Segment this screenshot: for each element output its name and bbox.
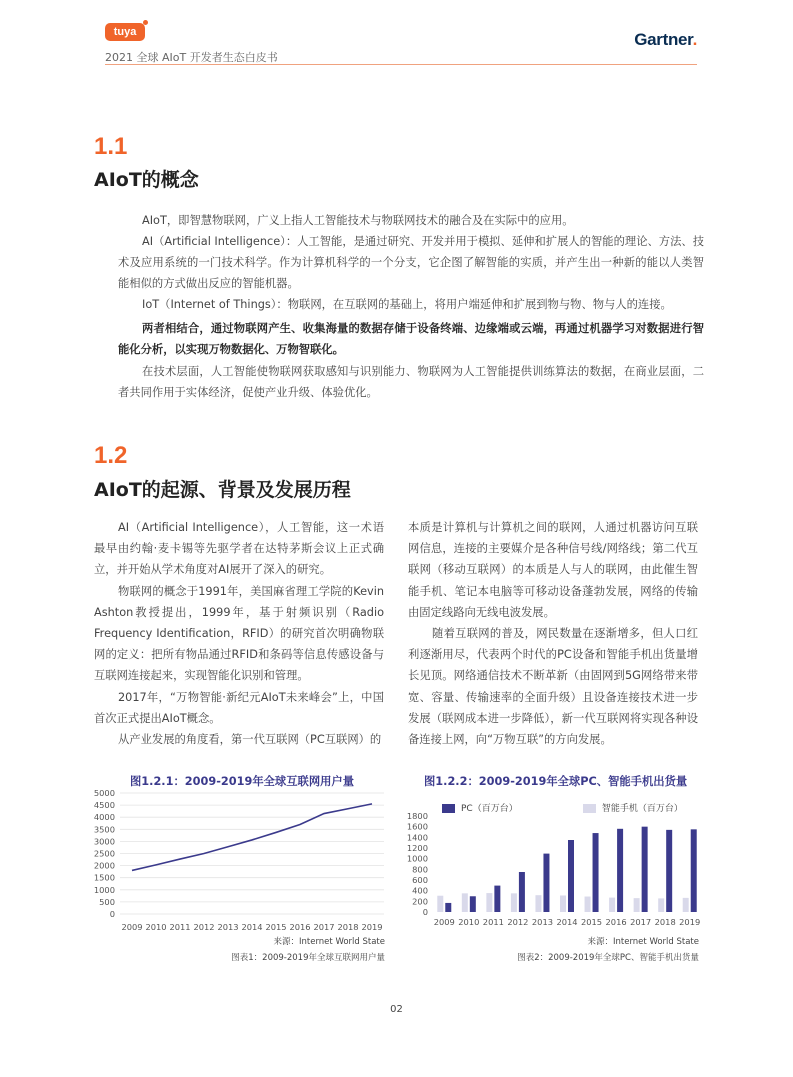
chart-2-bar-smartphone [511, 893, 517, 912]
page-number: 02 [390, 1004, 403, 1015]
gartner-logo [634, 30, 697, 50]
chart-2-bar-pc [642, 827, 648, 912]
left-paragraph-2: 物联网的概念于1991年，美国麻省理工学院的Kevin Ashton教授提出，1999年，基于射频识别（Radio Frequency Identification，RFID）的研究首次明确物联网的定义：把所有物品通过RFID和条码等信息传感设备与互联网连接起来，实现智能化识别和管理。 [94, 584, 384, 683]
left-paragraph-3: 2017年，“万物智能·新纪元AIoT未来峰会”上，中国首次正式提出AIoT概念。 [94, 690, 384, 725]
chart-1-x-tick-label: 2014 [241, 922, 263, 932]
section-1-title: AIoT的概念 [94, 169, 199, 191]
left-column [94, 517, 384, 750]
chart-2-bar-pc [470, 896, 476, 912]
chart-2-bar-smartphone [462, 893, 468, 912]
chart-1-source: 来源：Internet World State [273, 937, 385, 947]
left-paragraph-1: AI（Artificial Intelligence），人工智能，这一术语最早由约翰·麦卡锡等先驱学者在达特茅斯会议上正式确立，并开始从学术角度对AI展开了深入的研究。 [94, 521, 384, 577]
chart-2-bar-smartphone [437, 896, 443, 912]
chart-2-x-ticks [434, 917, 701, 927]
chart-2-bar-pc [568, 840, 574, 912]
chart-2-bar-pc [543, 854, 549, 912]
chart-1-y-tick-label: 5000 [94, 788, 115, 798]
section-1-paragraph-3: IoT（Internet of Things）：物联网，在互联网的基础上，将用户端延伸和扩展到物与物、物与人的连接。 [142, 298, 672, 311]
logo-dot-icon [143, 20, 148, 25]
chart-1-series-line [132, 804, 372, 871]
tuya-logo-text: tuya [113, 26, 137, 38]
chart-1-y-tick-label: 0 [109, 909, 115, 919]
chart-2-y-tick-label: 800 [412, 864, 428, 875]
chart-1-line [94, 786, 394, 936]
chart-1-x-tick-label: 2019 [361, 922, 383, 932]
chart-2-bar-pc [494, 886, 500, 912]
chart-2-bar-smartphone [535, 895, 541, 912]
chart-2-x-tick-label: 2011 [482, 917, 504, 927]
chart-1-gridlines [120, 793, 384, 914]
right-paragraph-2: 随着互联网的普及，网民数量在逐渐增多，但人口红利逐渐用尽，代表两个时代的PC设备和智能手机出货量增长见顶。网络通信技术不断革新（由固网到5G网络带来带宽、容量、传输速率的全面升级）且设备连接技术进一步发展（联网成本进一步降低），新一代互联网将实现各种设备连接上网，向“万物互联”的方向发展。 [408, 627, 698, 747]
chart-2-y-tick-label: 1400 [406, 832, 428, 843]
chart-2-bar-pc [519, 872, 525, 912]
chart-1-y-tick-label: 3000 [94, 836, 115, 847]
chart-1-y-tick-label: 2500 [94, 848, 115, 859]
right-paragraph-1: 本质是计算机与计算机之间的联网，人通过机器访问互联网信息，连接的主要媒介是各种信号线/网络线；第二代互联网（移动互联网）的本质是人与人的联网，由此催生智能手机、笔记本电脑等可移动设备蓬勃发展，网络的传输由固定线路向无线电波发展。 [408, 521, 698, 619]
report-title: 2021 全球 AIoT 开发者生态白皮书 [105, 51, 278, 64]
chart-2-bar [400, 808, 705, 936]
chart-2-y-tick-label: 1800 [406, 811, 428, 821]
chart-1-y-tick-label: 3500 [94, 824, 115, 835]
chart-1-y-tick-label: 500 [99, 896, 115, 907]
right-column [408, 517, 698, 750]
chart-1-x-tick-label: 2018 [337, 922, 359, 932]
chart-1-y-ticks [94, 788, 115, 919]
chart-1-y-tick-label: 4500 [94, 800, 115, 811]
chart-2-x-tick-label: 2016 [605, 917, 627, 927]
chart-2-bar-smartphone [560, 895, 566, 912]
chart-2-y-tick-label: 0 [422, 907, 428, 917]
chart-2-y-tick-label: 400 [412, 885, 428, 896]
gartner-brand-dot: . [692, 30, 697, 49]
chart-2-x-tick-label: 2009 [433, 917, 455, 927]
section-1-paragraph-5: 在技术层面，人工智能使物联网获取感知与识别能力、物联网为人工智能提供训练算法的数据，在商业层面，二者共同作用于实体经济，促使产业升级、体验优化。 [118, 365, 704, 400]
chart-2-bar-pc [445, 903, 451, 912]
chart-2-y-tick-label: 1600 [406, 821, 428, 832]
chart-1-x-tick-label: 2016 [289, 922, 311, 932]
chart-2-x-tick-label: 2019 [679, 917, 701, 927]
chart-1-x-tick-label: 2013 [217, 922, 239, 932]
chart-1-x-tick-label: 2012 [193, 922, 215, 932]
section-1-highlight-paragraph: 两者相结合，通过物联网产生、收集海量的数据存储于设备终端、边缘端或云端，再通过机器学习对数据进行智能化分析，以实现万物数据化、万物智联化。 [118, 322, 704, 357]
chart-2-bar-smartphone [609, 898, 615, 912]
chart-2-x-tick-label: 2015 [580, 917, 603, 927]
chart-2-x-tick-label: 2010 [458, 917, 480, 927]
section-2-title: AIoT的起源、背景及发展历程 [94, 479, 351, 501]
chart-2-y-tick-label: 600 [412, 875, 428, 885]
chart-1-y-tick-label: 4000 [94, 812, 115, 823]
chart-2-y-tick-label: 1200 [406, 843, 428, 853]
chart-2-bar-smartphone [683, 898, 689, 912]
chart-2-caption: 图表2：2009-2019年全球PC、智能手机出货量 [517, 953, 699, 963]
header-divider [105, 64, 697, 65]
chart-2-bar-pc [691, 829, 697, 912]
chart-1-caption: 图表1：2009-2019年全球互联网用户量 [231, 953, 385, 963]
chart-2-x-tick-label: 2013 [531, 917, 554, 927]
chart-2-title: 图1.2.2：2009-2019年全球PC、智能手机出货量 [424, 775, 688, 788]
chart-2-bar-smartphone [658, 898, 664, 912]
section-1-number: 1.1 [94, 133, 128, 160]
chart-2-bar-smartphone [585, 897, 591, 912]
chart-2-y-tick-label: 1000 [406, 853, 428, 864]
legend-label-pc: PC（百万台） [461, 804, 518, 814]
chart-2-bar-pc [593, 833, 599, 912]
chart-2-x-tick-label: 2012 [507, 917, 529, 927]
chart-2-bar-smartphone [634, 898, 640, 912]
chart-2-x-tick-label: 2018 [654, 917, 676, 927]
chart-1-x-tick-label: 2017 [313, 922, 335, 932]
tuya-logo [105, 23, 145, 41]
chart-1-x-tick-label: 2015 [265, 922, 287, 932]
chart-1-y-tick-label: 1500 [94, 872, 115, 883]
chart-1-x-ticks [121, 922, 382, 932]
gartner-brand-text: Gartner [634, 30, 693, 49]
chart-2-bars [437, 827, 696, 912]
section-1-paragraph-2: AI（Artificial Intelligence）：人工智能，是通过研究、开发并用于模拟、延伸和扩展人的智能的理论、方法、技术及应用系统的一门技术科学。作为计算机科学的一个分支，它企图了解智能的实质，并产生出一种新的能以人类智能相似的方式做出反应的智能机器。 [118, 235, 704, 291]
section-1-paragraph-1: AIoT，即智慧物联网，广义上指人工智能技术与物联网技术的融合及在实际中的应用。 [142, 214, 574, 227]
chart-2-y-ticks [407, 811, 428, 917]
chart-1-x-tick-label: 2009 [121, 922, 143, 932]
chart-1-title: 图1.2.1：2009-2019年全球互联网用户量 [130, 775, 355, 788]
section-2-number: 1.2 [94, 442, 128, 469]
chart-2-bar-pc [666, 830, 672, 912]
chart-1-y-tick-label: 1000 [94, 884, 115, 895]
legend-label-smartphone: 智能手机（百万台） [601, 804, 683, 814]
left-paragraph-4: 从产业发展的角度看，第一代互联网（PC互联网）的 [118, 733, 382, 747]
chart-2-y-tick-label: 200 [412, 896, 428, 907]
chart-2-x-tick-label: 2014 [556, 917, 578, 927]
chart-1-y-tick-label: 2000 [94, 860, 115, 871]
chart-1-x-tick-label: 2010 [145, 922, 167, 932]
chart-2-bar-smartphone [486, 893, 492, 912]
chart-2-bar-pc [617, 829, 623, 912]
chart-2-x-tick-label: 2017 [630, 917, 652, 927]
chart-1-x-tick-label: 2011 [169, 922, 191, 932]
chart-2-source: 来源：Internet World State [587, 937, 699, 947]
